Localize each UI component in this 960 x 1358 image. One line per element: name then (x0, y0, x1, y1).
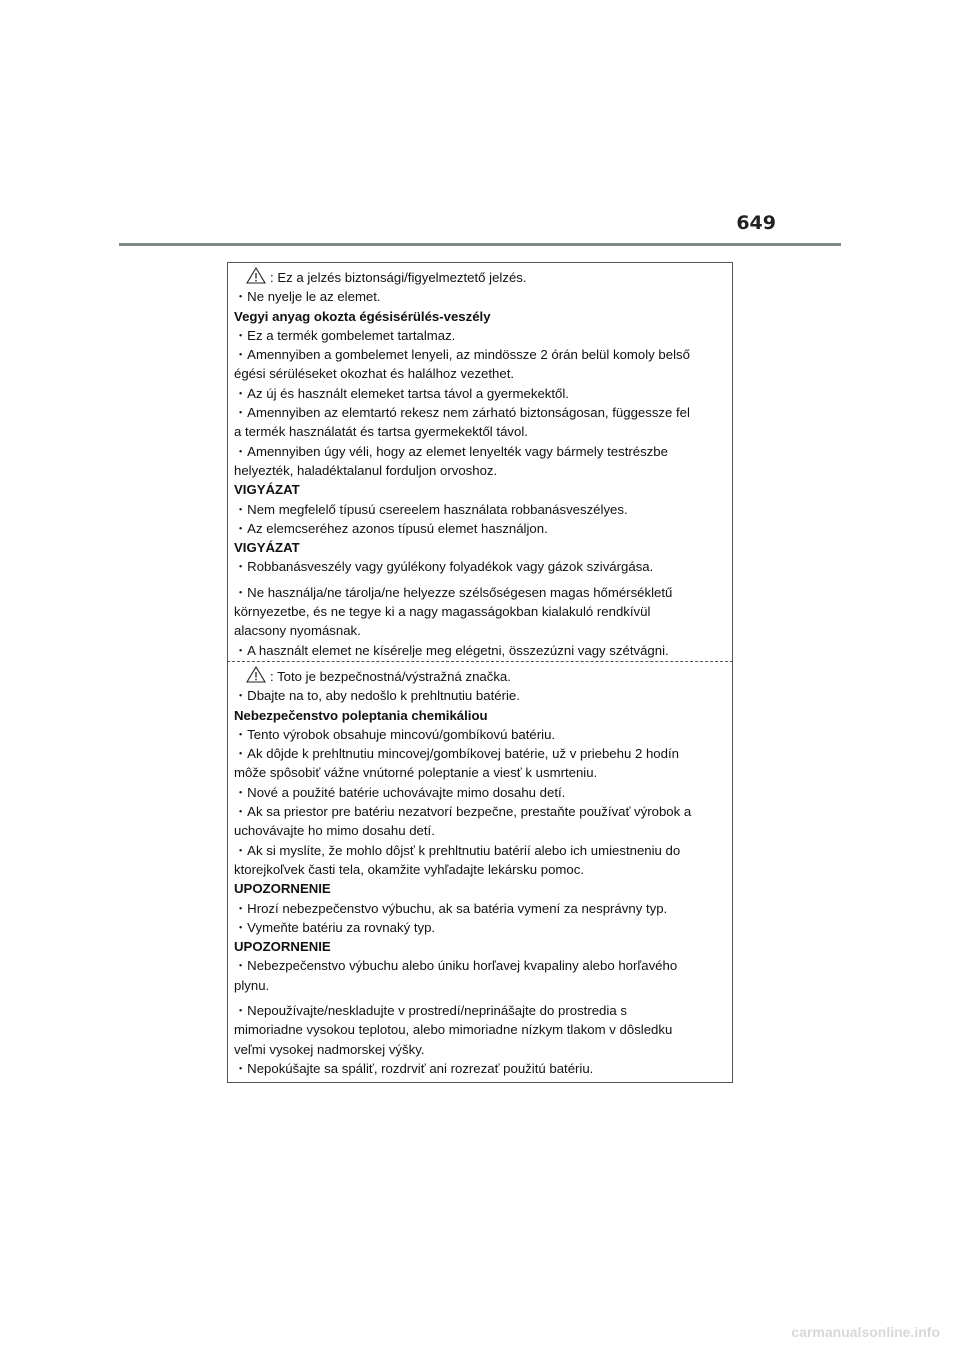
text-line: uchovávajte ho mimo dosahu detí. (234, 823, 435, 839)
text-line: ・Dbajte na to, aby nedošlo k prehltnutiu batérie. (234, 688, 520, 704)
caution-heading: VIGYÁZAT (234, 540, 300, 556)
warning-triangle-icon (246, 666, 266, 683)
text-line: ・Amennyiben az elemtartó rekesz nem zárható biztonságosan, függessze fel (234, 405, 690, 421)
warning-box-hungarian (227, 262, 733, 662)
text-line: helyezték, haladéktalanul forduljon orvoshoz. (234, 462, 498, 478)
text-line: ・Ak sa priestor pre batériu nezatvorí bezpečne, prestaňte používať výrobok a (234, 804, 692, 820)
watermark: carmanualsonline.info (791, 1324, 940, 1340)
warning-symbol-text-hu: : Ez a jelzés biztonsági/figyelmeztető jelzés. (270, 270, 527, 285)
section-heading: Vegyi anyag okozta égésisérülés-veszély (234, 308, 491, 324)
text-line: környezetbe, és ne tegye ki a nagy magasságokban kialakuló rendkívül (234, 604, 651, 620)
caution-heading: VIGYÁZAT (234, 482, 300, 498)
header-rule (119, 243, 841, 246)
warning-box-slovak (227, 662, 733, 1083)
text-line: ・Vymeňte batériu za rovnaký typ. (234, 919, 436, 935)
caution-heading: UPOZORNENIE (234, 939, 331, 955)
warning-symbol-line-hu (234, 267, 732, 287)
text-line: ・Amennyiben a gombelemet lenyeli, az mindössze 2 órán belül komoly belső (234, 347, 690, 363)
text-line: alacsony nyomásnak. (234, 623, 361, 639)
text-line: ・Az új és használt elemeket tartsa távol a gyermekektől. (234, 385, 569, 401)
text-line: ・Ne használja/ne tárolja/ne helyezze szélsőségesen magas hőmérsékletű (234, 584, 673, 600)
text-line: ・Ak si myslíte, že mohlo dôjsť k prehltnutiu batérií alebo ich umiestneniu do (234, 842, 681, 858)
text-line: môže spôsobiť vážne vnútorné poleptanie a viesť k usmrteniu. (234, 765, 598, 781)
text-line: plynu. (234, 977, 270, 993)
text-line: ・Az elemcseréhez azonos típusú elemet használjon. (234, 520, 548, 536)
text-line: ・Nepoužívajte/neskladujte v prostredí/neprinášajte do prostredia s (234, 1003, 627, 1019)
text-line: ・A használt elemet ne kísérelje meg elégetni, összezúzni vagy szétvágni. (234, 642, 669, 658)
text-line: ktorejkoľvek časti tela, okamžite vyhľadajte lekársku pomoc. (234, 861, 584, 877)
warning-symbol-text-sk: : Toto je bezpečnostná/výstražná značka. (270, 669, 511, 684)
text-line: ・Nebezpečenstvo výbuchu alebo úniku horľavej kvapaliny alebo horľavého (234, 958, 678, 974)
text-line: ・Hrozí nebezpečenstvo výbuchu, ak sa batéria vymení za nesprávny typ. (234, 900, 668, 916)
warning-symbol-line-sk (234, 666, 732, 686)
text-line: mimoriadne vysokou teplotou, alebo mimoriadne nízkym tlakom v dôsledku (234, 1022, 673, 1038)
text-line: ・Ak dôjde k prehltnutiu mincovej/gombíkovej batérie, už v priebehu 2 hodín (234, 746, 679, 762)
warning-triangle-icon (246, 267, 266, 284)
text-line: égési sérüléseket okozhat és halálhoz vezethet. (234, 366, 515, 382)
text-line: veľmi vysokej nadmorskej výšky. (234, 1041, 425, 1057)
text-line: ・Ne nyelje le az elemet. (234, 289, 381, 305)
caution-heading: UPOZORNENIE (234, 881, 331, 897)
text-line: a termék használatát és tartsa gyermekektől távol. (234, 424, 528, 440)
text-line: ・Robbanásveszély vagy gyúlékony folyadékok vagy gázok szivárgása. (234, 559, 654, 575)
text-line: ・Nové a použité batérie uchovávajte mimo dosahu detí. (234, 784, 566, 800)
page-number: 649 (736, 212, 776, 234)
text-line: ・Amennyiben úgy véli, hogy az elemet lenyelték vagy bármely testrészbe (234, 443, 668, 459)
text-line: ・Ez a termék gombelemet tartalmaz. (234, 327, 456, 343)
text-line: ・Nepokúšajte sa spáliť, rozdrviť ani rozrezať použitú batériu. (234, 1060, 594, 1076)
text-line: ・Tento výrobok obsahuje mincovú/gombíkovú batériu. (234, 726, 556, 742)
section-heading: Nebezpečenstvo poleptania chemikáliou (234, 707, 488, 723)
text-line: ・Nem megfelelő típusú csereelem használata robbanásveszélyes. (234, 501, 628, 517)
